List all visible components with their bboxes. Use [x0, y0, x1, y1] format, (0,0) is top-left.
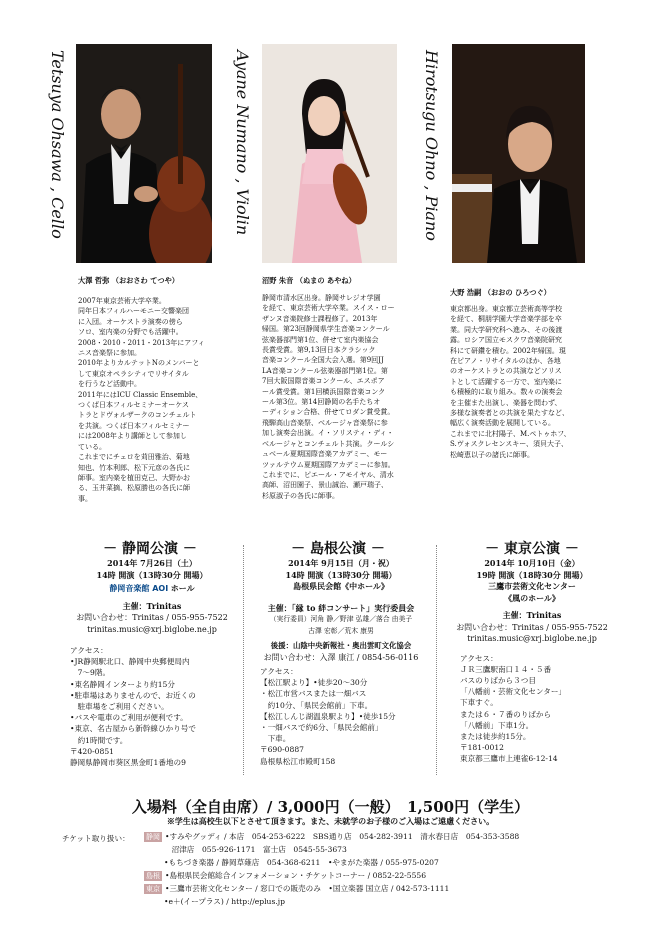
access-line: または徒歩約15分。: [460, 731, 531, 741]
access-line: 下車。: [260, 734, 291, 744]
tokyo-time: 19時 開演（18時30分 開場）: [476, 569, 588, 580]
access-line: 〒420-0851: [70, 746, 114, 756]
tokyo-info: [442, 558, 622, 765]
shimane-organizer: 主催：「縁 to 絆コンサート」実行委員会: [267, 602, 415, 613]
bio-line: これまでに、ピエール・アモイヤル、清水: [262, 470, 394, 479]
bio-line: トとして活躍する一方で、室内楽に: [450, 377, 562, 386]
access-line: 〒690-0887: [260, 745, 304, 755]
shizuoka-email: trinitas.music@xrj.biglobe.ne.jp: [87, 624, 217, 634]
bio-line: 弦楽器部門第1位、併せて室内楽協会: [262, 335, 379, 344]
shimane-access: [260, 666, 432, 767]
bio-line: ザンヌ音楽院修士課程修了。2013年: [262, 314, 378, 323]
shimane-sponsor: 後援：山陰中央新報社・奥出雲町文化協会: [270, 641, 412, 650]
bio-line: 帰国。第23回静岡県学生音楽コンクール: [262, 325, 390, 334]
bio-line: 2008・2010・2011・2013年にアフィ: [78, 338, 205, 347]
bio-line: る、玉井菜摘、松原勝也の各氏に師: [78, 484, 190, 493]
region-tag: 静岡: [146, 833, 160, 841]
access-line: 〒181-0012: [460, 743, 504, 753]
bio-line: 師事。室内楽を植田克己、大野かお: [78, 473, 190, 482]
ticket-row: [144, 896, 519, 909]
bio-line: を経て、東京芸術大学卒業。スイス・ロー: [262, 304, 395, 313]
shizuoka-time: 14時 開演（13時30分 開場）: [96, 569, 208, 580]
bio-line: 2011年にはICU Classic Ensemble、: [78, 390, 203, 399]
bio-line: 東京都出身。東京都立芸術高等学校: [450, 305, 562, 313]
bio-line: を経て、桐朋学園大学音楽学部を卒: [450, 315, 562, 324]
pianist-bio: [450, 304, 571, 460]
shizuoka-contact: お問い合わせ：Trinitas / 055-955-7522: [76, 613, 228, 622]
bio-line: 7回大阪国際音楽コンクール、エスポア: [262, 377, 385, 386]
bio-line: 業。同大学研究科へ進み、その後渡: [450, 325, 563, 334]
shizuoka-access: [70, 645, 240, 768]
ticket-row: [144, 870, 519, 883]
tokyo-organizer: 主催：Trinitas: [502, 610, 562, 620]
ticket-row: [144, 831, 519, 844]
ticket-row: [144, 844, 519, 857]
tokyo-venue-sub: 《風のホール》: [504, 592, 560, 603]
bio-line: ている。: [78, 442, 106, 451]
ticket-text: •e＋(イープラス) / http://eplus.jp: [164, 897, 285, 906]
cellist-photo: [76, 44, 212, 263]
bio-line: トラとドヴォルザークのコンチェルト: [78, 411, 197, 420]
access-line: 「八幡前」下車1分。: [460, 720, 534, 730]
ticket-row: [144, 883, 519, 896]
bio-line: に入団。オーケストラ演奏の傍ら: [78, 317, 183, 326]
access-line: アクセス：: [260, 667, 298, 676]
divider-right: [436, 545, 437, 775]
ticket-text: •島根県民会館総合インフォメーション・チケットコーナー / 0852-22-5556: [165, 871, 427, 880]
shizuoka-organizer: 主催：Trinitas: [122, 600, 182, 611]
pianist-photo: [452, 44, 585, 263]
violinist-name-en: Ayane Numano , Violin: [233, 50, 252, 236]
access-line: 「八幡前・芸術文化センター」: [460, 687, 567, 697]
bio-line: 在ピアノ・リサイタルのほか、各地: [450, 357, 561, 366]
ticket-text: •三鷹市芸術文化センター / 窓口での販売のみ •国立楽器 国立店 / 042-573-1111: [165, 884, 450, 893]
shizuoka-venue-suffix: ホール: [170, 583, 195, 593]
bio-line: を主催また出演し、楽器を問わず、: [450, 398, 562, 407]
bio-line: 高師、沼田園子、景山誠治、瀬戸瑞子、: [262, 481, 388, 490]
bio-line: ベルージャとコンチェルト共演。クールシ: [262, 439, 395, 448]
pianist-name-en: Hirotsugu Ohno , Piano: [422, 50, 441, 241]
violinist-name-jp: 沼野 朱音 （ぬまの あやね）: [262, 276, 356, 285]
bio-line: 事。: [78, 494, 92, 503]
bio-line: ール第3位。第14回静岡の名手たちオ: [262, 398, 381, 407]
tokyo-contact: お問い合わせ：Trinitas / 055-955-7522: [456, 622, 608, 632]
bio-line: のオーケストラとの共演などソリス: [450, 367, 562, 376]
tokyo-venue: 三鷹市芸術文化センター: [488, 581, 576, 591]
bio-line: 2007年東京芸術大学卒業。: [78, 297, 166, 305]
bio-line: 飛騨高山音楽祭、ベルージャ音楽祭に参: [262, 418, 388, 427]
tokyo-title: － 東京公演 －: [485, 541, 579, 557]
bio-line: つくば日本フィルセミナーオーケス: [78, 401, 190, 410]
cellist-bio: [78, 296, 205, 504]
region-tag: 東京: [146, 885, 160, 893]
shimane-info: [250, 558, 432, 767]
shimane-time: 14時 開演（13時30分 開場）: [285, 569, 397, 580]
access-line: •JR静岡駅北口、静岡中央郵便局内: [70, 657, 190, 667]
access-line: •駐車場はありませんので、お近くの: [70, 690, 196, 700]
shizuoka-date: 2014年 7月26日（土）: [107, 558, 197, 568]
bio-line: 加し演奏会出演。イ・ソリスティ・ディ・: [262, 429, 394, 438]
access-line: アクセス：: [70, 646, 108, 655]
shimane-title: － 島根公演 －: [291, 541, 385, 557]
bio-line: LA音楽コンクール弦楽器部門第1位。第: [262, 366, 388, 375]
bio-line: 2010年よりカルテットNのメンバーと: [78, 359, 200, 368]
violinist-photo: [262, 44, 397, 263]
region-tag: 島根: [146, 872, 160, 880]
access-line: •東京、名古屋から新幹線ひかり号で: [70, 724, 196, 734]
access-line: アクセス：: [460, 653, 498, 663]
aoi-logo: 静岡音楽館 AOI: [109, 584, 169, 593]
bio-line: ール賞受賞。第1回横浜国際音楽コンク: [262, 387, 386, 396]
access-line: ・松江市営バスまたは一畑バス: [260, 689, 367, 699]
tokyo-access: [460, 653, 622, 765]
access-line: 下車すぐ。: [460, 698, 498, 708]
access-line: •東名静岡インターより約15分: [70, 679, 175, 689]
bio-line: 松崎恵以子の諸氏に師事。: [450, 450, 534, 459]
bio-line: 杉原淑子の各氏に師事。: [262, 491, 339, 500]
bio-line: ーディション合格、併せてロダン賞受賞。: [262, 408, 395, 417]
access-line: •バスや電車のご利用が便利です。: [70, 713, 188, 723]
bio-line: ソロ、室内楽の分野でも活躍中。: [78, 328, 183, 337]
bio-line: 露。ロシア国立モスクワ音楽院研究: [450, 336, 562, 345]
bio-line: ツァルテウム夏期国際アカデミーに参加。: [262, 460, 395, 469]
shimane-venue: 島根県民会館《中ホール》: [293, 581, 389, 591]
bio-line: S.ヴォスクレセンスキー、須貝大子、: [450, 440, 569, 449]
bio-line: これまでに北村陽子、M.ペトゥホフ、: [450, 429, 571, 438]
bio-line: 長賞受賞。第9,13回日本クラシック: [262, 346, 376, 355]
bio-line: 幅広く演奏活動を展開している。: [450, 419, 555, 428]
bio-line: 音楽コンクール全国大会入選。第9回JJ: [262, 356, 384, 365]
access-line: 東京都三鷹市上連雀6-12-14: [460, 754, 558, 764]
access-line: 約10分、「県民会館前」下車。: [260, 700, 373, 710]
violinist-bio: [262, 293, 395, 501]
access-line: 約1時間です。: [70, 735, 128, 745]
bio-line: 科にて研鑽を積む。2002年帰国。現: [450, 346, 566, 355]
bio-line: して東京オペラシティでリサイタル: [78, 369, 189, 378]
price-line: 入場料（全自由席）/ 3,000円（一般） 1,500円（学生）: [131, 798, 530, 816]
divider-left: [243, 545, 244, 775]
shimane-date: 2014年 9月15日（月・祝）: [288, 558, 394, 568]
access-line: ・一畑バスで約6分、「県民会館前」: [260, 723, 383, 733]
bio-line: 知也、竹本利郎、松下元彦の各氏に: [78, 463, 190, 472]
shimane-contact: お問い合わせ：入澤 康江 / 0854-56-0116: [263, 652, 419, 662]
shizuoka-title: － 静岡公演 －: [103, 541, 197, 557]
ticket-label: チケット取り扱い：: [62, 834, 130, 843]
tokyo-date: 2014年 10月10日（金）: [484, 558, 580, 568]
shizuoka-info: [64, 558, 240, 768]
cellist-name-en: Tetsuya Ohsawa , Cello: [48, 50, 67, 239]
bio-line: 同年日本フィルハーモニー交響楽団: [78, 307, 189, 316]
bio-line: には2008年より講師として参加し: [78, 432, 187, 441]
access-line: ＪＲ三鷹駅南口１４・５番: [460, 664, 552, 674]
pianist-name-jp: 大野 浩嗣 （おおの ひろつぐ）: [450, 288, 551, 297]
access-line: バスのりばから３つ目: [460, 675, 536, 685]
cellist-name-jp: 大澤 哲弥 （おおさわ てつや）: [78, 276, 179, 285]
access-line: 静岡県静岡市葵区黒金町1番地の9: [70, 758, 186, 768]
shimane-committee-2: 古澤 宏彰／荒木 康男: [308, 626, 374, 635]
bio-line: ニス音楽祭に参加。: [78, 349, 141, 358]
shizuoka-venue: [64, 583, 240, 595]
bio-line: を行うなど活動中。: [78, 380, 141, 389]
ticket-text: 沼津店 055-926-1171 富士店 0545-55-3673: [164, 845, 347, 854]
bio-line: を共演。つくば日本フィルセミナー: [78, 421, 190, 430]
tokyo-email: trinitas.music@xrj.biglobe.ne.jp: [467, 634, 597, 643]
access-line: または６・７番のりばから: [460, 709, 552, 719]
access-line: 島根県松江市殿町158: [260, 756, 336, 766]
ticket-text: •もちづき楽器 / 静岡草薙店 054-368-6211 •やまがた楽器 / 055-975-0207: [164, 858, 439, 867]
bio-line: 多様な演奏者との共演を果たすなど、: [450, 409, 569, 418]
access-line: 【松江駅より】•徒歩20～30分: [260, 678, 368, 688]
ticket-row: [144, 857, 519, 870]
price-note: ※学生は高校生以下とさせて頂きます。また、未就学のお子様のご入場はご遠慮ください。: [166, 816, 495, 826]
access-line: 【松江しんじ湖温泉駅より】•徒歩15分: [260, 711, 396, 721]
shimane-committee-1: （実行委員）河角 静／野津 弘雄／落合 由美子: [269, 615, 413, 623]
bio-line: これまでにチェロを苅田雅治、菊地: [78, 453, 190, 462]
bio-line: ュベール夏期国際音楽アカデミー、モー: [262, 450, 388, 459]
bio-line: も積極的に取り組み。数々の演奏会: [450, 388, 563, 397]
access-line: 7～9階。: [70, 668, 111, 678]
bio-line: 静岡市清水区出身。静岡サレジオ学園: [262, 294, 381, 302]
access-line: 駐車場をご利用ください。: [70, 702, 169, 712]
ticket-text: •すみやグッディ / 本店 054-253-6222 SBS通り店 054-282-3911 清水春日店 054-353-3588: [165, 832, 520, 841]
ticket-list: [144, 831, 519, 909]
